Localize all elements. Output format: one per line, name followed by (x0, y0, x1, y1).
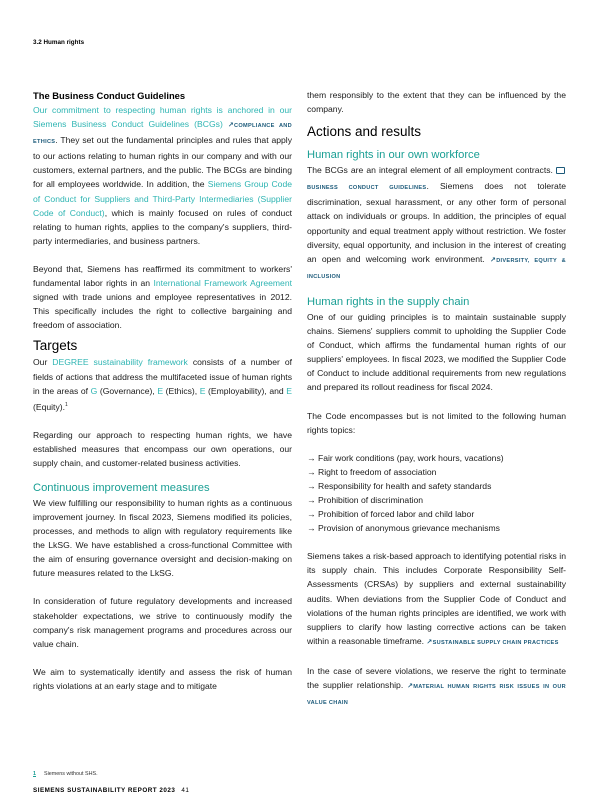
risk-issues-crossref[interactable]: ↗MATERIAL HUMAN RIGHTS RISK ISSUES IN OUR VALUE CHAIN (307, 683, 567, 707)
arrow-icon: ↗ (407, 683, 414, 690)
degree-link[interactable]: DEGREE sustainability framework (52, 357, 188, 368)
continued-paragraph: them responsibly to the extent that they can be influenced by the company. (307, 90, 566, 115)
cim-heading: Continuous improvement measures (33, 481, 210, 494)
list-item: → Provision of anonymous grievance mechanisms (307, 523, 500, 534)
report-title: SIEMENS SUSTAINABILITY REPORT 2023 (33, 787, 176, 794)
list-item: → Right to freedom of association (307, 466, 437, 477)
bcg-paragraph-2: Beyond that, Siemens has reaffirmed its commitment to workers' fundamental labor rights in an International Framework Agreement signed with trade unions and employee representatives in 2012. This specifically includes the right to collective bargaining and freedom of association. (33, 263, 292, 331)
arrow-icon: ↗ (426, 638, 433, 646)
supply-paragraph-4: In the case of severe violations, we reserve the right to terminate the supplier relationship. ↗MATERIAL HUMAN RIGHTS RISK ISSUES IN OUR VALUE CHAIN (307, 665, 567, 707)
supply-paragraph-3: Siemens takes a risk-based approach to identifying potential risks in its supply chain. This includes Corporate Responsibility Self-Assessments (CRSAs) by suppliers and external sustainability audits. When deviations from the Supplier Code of Conduct and violations of the human rights principles are identified, we work with suppliers to clarify how lasting corrective actions can be taken within a reasonable timeframe. ↗SUSTAINABLE SUPPLY CHAIN PRACTICES (307, 551, 566, 646)
targets-heading: Targets (33, 338, 78, 354)
list-item: → Prohibition of forced labor and child labor (307, 509, 475, 520)
section-label: 3.2 Human rights (33, 39, 85, 46)
cim-paragraph-1: We view fulfilling our responsibility to human rights as a continuous improvement journey. In fiscal 2023, Siemens modified its policies, processes, and methods to align with regulatory requirements like the LkSG. We have established a cross-functional Committee with the aim of ensuring governance oversight and decision-making on future measures related to the LkSG. (33, 497, 292, 579)
left-column (33, 88, 292, 693)
topics-list (307, 451, 566, 536)
bcg-link[interactable]: Our commitment to respecting human rights is anchored in our Siemens Business Conduct Guidelines (BCGs) (33, 105, 292, 130)
footnote-number[interactable]: 1 (33, 771, 36, 777)
actions-heading: Actions and results (307, 124, 422, 140)
supply-paragraph-1: One of our guiding principles is to maintain sustainable supply chains. Siemens' suppliers commit to upholding the Supplier Code of Conduct, which affirms the fundamental human rights of our suppliers' employees. In fiscal 2023, we modified the Supplier Code of Conduct to include additional requirements from new regulations and prepared its rollout readiness for fiscal 2024. (307, 311, 566, 393)
right-column (307, 88, 566, 710)
arrow-icon: ↗ (227, 122, 235, 130)
supply-paragraph-2: The Code encompasses but is not limited to the following human rights topics: (307, 410, 566, 435)
compliance-crossref[interactable]: ↗COMPLIANCE AND ETHICS (33, 122, 292, 146)
workforce-paragraph: The BCGs are an integral element of all employment contracts. BUSINESS CONDUCT GUIDELINES. Siemens does not tolerate discrimination, sexual harassment, or any other form of personal attack on individuals or groups. In addition, the principles of equal opportunity and equal treatment apply without restriction. We foster diversity, equal opportunity, and inclusion in the interest of creating an open and welcoming work environment. ↗DIVERSITY, EQUITY & INCLUSION (307, 165, 566, 280)
cim-paragraph-3: We aim to systematically identify and assess the risk of human rights violations at an early stage and to mitigate (33, 666, 292, 691)
workforce-heading: Human rights in our own workforce (307, 149, 480, 162)
footnote-ref[interactable]: 1 (65, 401, 68, 408)
supplier-code-link[interactable]: Siemens Group Code of Conduct for Suppliers and Third-Party Intermediaries (Supplier Code of Conduct) (33, 179, 293, 218)
document-icon (556, 167, 565, 174)
list-item: → Fair work conditions (pay, work hours, vacations) (307, 452, 504, 463)
bcg-crossref[interactable]: BUSINESS CONDUCT GUIDELINES (307, 169, 566, 191)
page-number: 41 (181, 787, 190, 794)
cim-paragraph-2: In consideration of future regulatory developments and increased stakeholder expectations, we strive to continuously modify the company's risk management programs and procedures across our value chain. (33, 596, 292, 649)
targets-paragraph-1: Our DEGREE sustainability framework consists of a number of fields of actions that address the multifaceted issue of human rights in the areas of G (Governance), E (Ethics), E (Employability), and E (Equity).$^1$ (33, 357, 292, 412)
bcg-heading: The Business Conduct Guidelines (33, 90, 186, 101)
list-item: → Prohibition of discrimination (307, 494, 424, 505)
bcg-paragraph-1: Our commitment to respecting human rights is anchored in our Siemens Business Conduct Guidelines (BCGs) ↗COMPLIANCE AND ETHICS. They set out the fundamental principles and rules that apply to our actions relating to human rights in our company and with our customers, external partners, and the public. The BCGs are binding for all employees worldwide. In addition, the Siemens Group Code of Conduct for Suppliers and Third-Party Intermediaries (Supplier Code of Conduct), which is mainly focused on rules of conduct relating to human rights, applies to the company's suppliers, third-party intermediaries, and business partners. (33, 105, 293, 246)
arrow-icon: ↗ (490, 256, 497, 264)
supply-chain-crossref[interactable]: ↗SUSTAINABLE SUPPLY CHAIN PRACTICES (426, 638, 559, 646)
dei-crossref[interactable]: ↗DIVERSITY, EQUITY & INCLUSION (307, 256, 566, 280)
list-item: → Responsibility for health and safety standards (307, 480, 492, 491)
ifa-link[interactable]: International Framework Agreement (153, 278, 292, 289)
targets-paragraph-2: Regarding our approach to respecting human rights, we have established measures that encompass our own operations, our supply chain, and customer-related business activities. (33, 429, 292, 468)
footnote: 1 Siemens without SHS. (33, 771, 98, 777)
page-footer (33, 787, 189, 794)
supply-heading: Human rights in the supply chain (307, 295, 470, 308)
